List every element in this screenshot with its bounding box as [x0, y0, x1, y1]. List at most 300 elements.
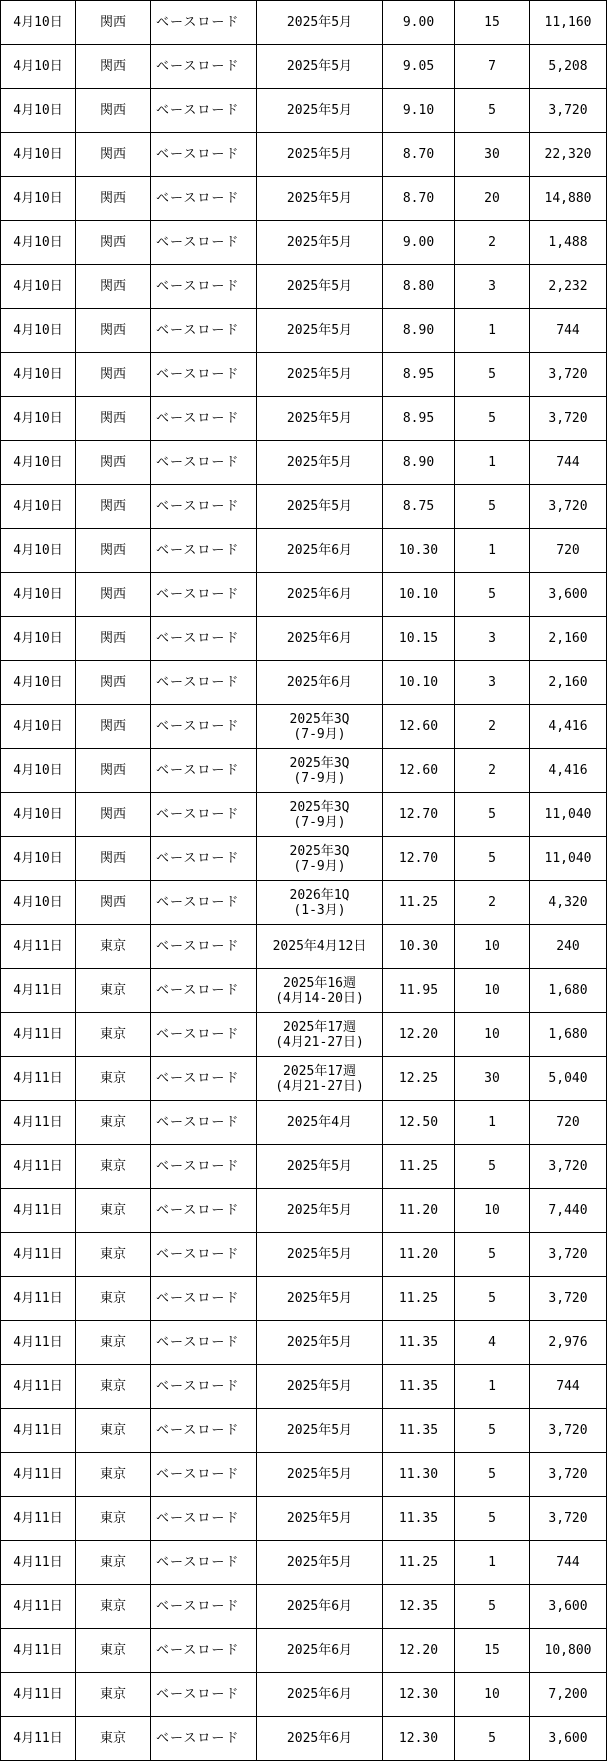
price-cell: 11.35 — [383, 1365, 455, 1409]
product-type-cell: ベースロード — [151, 925, 257, 969]
quantity-cell: 1 — [455, 1541, 530, 1585]
product-type-cell: ベースロード — [151, 1673, 257, 1717]
price-cell: 8.90 — [383, 441, 455, 485]
price-cell: 8.75 — [383, 485, 455, 529]
region-cell: 関西 — [76, 793, 151, 837]
delivery-period-cell: 2025年5月 — [257, 1541, 383, 1585]
delivery-period-cell: 2025年4月 — [257, 1101, 383, 1145]
table-row — [1, 309, 607, 353]
delivery-period-cell: 2025年6月 — [257, 573, 383, 617]
table-row — [1, 485, 607, 529]
region-cell: 東京 — [76, 1101, 151, 1145]
delivery-period-cell: 2025年5月 — [257, 221, 383, 265]
amount-cell: 3,720 — [530, 397, 607, 441]
trade-date-cell: 4月10日 — [1, 89, 76, 133]
region-cell: 東京 — [76, 1321, 151, 1365]
amount-cell: 4,320 — [530, 881, 607, 925]
product-type-cell: ベースロード — [151, 1233, 257, 1277]
price-cell: 12.20 — [383, 1629, 455, 1673]
table-row — [1, 705, 607, 749]
region-cell: 関西 — [76, 749, 151, 793]
table-row — [1, 1, 607, 45]
amount-cell: 3,720 — [530, 1233, 607, 1277]
region-cell: 東京 — [76, 1497, 151, 1541]
product-type-cell: ベースロード — [151, 89, 257, 133]
price-cell: 12.50 — [383, 1101, 455, 1145]
product-type-cell: ベースロード — [151, 749, 257, 793]
delivery-period-cell: 2025年5月 — [257, 1453, 383, 1497]
product-type-cell: ベースロード — [151, 573, 257, 617]
delivery-period-cell: 2025年5月 — [257, 177, 383, 221]
amount-cell: 7,200 — [530, 1673, 607, 1717]
delivery-period-cell: 2025年6月 — [257, 617, 383, 661]
delivery-period-cell: 2025年5月 — [257, 353, 383, 397]
quantity-cell: 10 — [455, 969, 530, 1013]
product-type-cell: ベースロード — [151, 1101, 257, 1145]
region-cell: 関西 — [76, 89, 151, 133]
price-cell: 12.30 — [383, 1717, 455, 1761]
amount-cell: 11,160 — [530, 1, 607, 45]
quantity-cell: 5 — [455, 353, 530, 397]
price-cell: 12.60 — [383, 749, 455, 793]
price-cell: 9.10 — [383, 89, 455, 133]
price-cell: 8.80 — [383, 265, 455, 309]
trade-date-cell: 4月10日 — [1, 265, 76, 309]
trade-date-cell: 4月10日 — [1, 837, 76, 881]
region-cell: 東京 — [76, 1585, 151, 1629]
table-row — [1, 1497, 607, 1541]
trade-date-cell: 4月11日 — [1, 1145, 76, 1189]
product-type-cell: ベースロード — [151, 1629, 257, 1673]
delivery-period-cell: 2025年5月 — [257, 1189, 383, 1233]
trade-date-cell: 4月11日 — [1, 1497, 76, 1541]
delivery-period-cell: 2025年5月 — [257, 1, 383, 45]
delivery-period-cell: 2026年1Q (1-3月) — [257, 881, 383, 925]
quantity-cell: 15 — [455, 1629, 530, 1673]
quantity-cell: 30 — [455, 133, 530, 177]
amount-cell: 3,720 — [530, 485, 607, 529]
product-type-cell: ベースロード — [151, 1321, 257, 1365]
amount-cell: 744 — [530, 441, 607, 485]
quantity-cell: 2 — [455, 705, 530, 749]
price-cell: 10.10 — [383, 661, 455, 705]
trade-date-cell: 4月11日 — [1, 1189, 76, 1233]
table-row — [1, 529, 607, 573]
delivery-period-cell: 2025年5月 — [257, 1497, 383, 1541]
table-row — [1, 1321, 607, 1365]
table-row — [1, 353, 607, 397]
delivery-period-cell: 2025年6月 — [257, 1717, 383, 1761]
product-type-cell: ベースロード — [151, 133, 257, 177]
region-cell: 関西 — [76, 837, 151, 881]
table-row — [1, 1541, 607, 1585]
product-type-cell: ベースロード — [151, 1541, 257, 1585]
quantity-cell: 5 — [455, 397, 530, 441]
delivery-period-cell: 2025年6月 — [257, 1585, 383, 1629]
product-type-cell: ベースロード — [151, 221, 257, 265]
trade-date-cell: 4月11日 — [1, 1717, 76, 1761]
table-row — [1, 969, 607, 1013]
price-cell: 11.20 — [383, 1189, 455, 1233]
amount-cell: 4,416 — [530, 749, 607, 793]
amount-cell: 3,600 — [530, 1585, 607, 1629]
amount-cell: 11,040 — [530, 837, 607, 881]
delivery-period-cell: 2025年6月 — [257, 529, 383, 573]
trade-date-cell: 4月10日 — [1, 661, 76, 705]
delivery-period-cell: 2025年3Q (7-9月) — [257, 749, 383, 793]
region-cell: 関西 — [76, 45, 151, 89]
trade-date-cell: 4月10日 — [1, 177, 76, 221]
region-cell: 関西 — [76, 617, 151, 661]
amount-cell: 2,232 — [530, 265, 607, 309]
trade-date-cell: 4月11日 — [1, 1057, 76, 1101]
delivery-period-cell: 2025年4月12日 — [257, 925, 383, 969]
product-type-cell: ベースロード — [151, 881, 257, 925]
region-cell: 関西 — [76, 881, 151, 925]
quantity-cell: 15 — [455, 1, 530, 45]
trade-date-cell: 4月11日 — [1, 1013, 76, 1057]
price-cell: 11.35 — [383, 1409, 455, 1453]
trade-date-cell: 4月10日 — [1, 749, 76, 793]
region-cell: 東京 — [76, 1453, 151, 1497]
amount-cell: 720 — [530, 529, 607, 573]
table-row — [1, 45, 607, 89]
table-row — [1, 1717, 607, 1761]
trade-date-cell: 4月10日 — [1, 573, 76, 617]
product-type-cell: ベースロード — [151, 705, 257, 749]
region-cell: 東京 — [76, 1277, 151, 1321]
price-cell: 10.10 — [383, 573, 455, 617]
region-cell: 関西 — [76, 177, 151, 221]
quantity-cell: 5 — [455, 1233, 530, 1277]
price-cell: 8.70 — [383, 177, 455, 221]
table-row — [1, 177, 607, 221]
quantity-cell: 5 — [455, 837, 530, 881]
price-cell: 11.35 — [383, 1497, 455, 1541]
amount-cell: 3,720 — [530, 1497, 607, 1541]
delivery-period-cell: 2025年5月 — [257, 89, 383, 133]
price-cell: 9.00 — [383, 1, 455, 45]
amount-cell: 3,600 — [530, 573, 607, 617]
region-cell: 東京 — [76, 925, 151, 969]
region-cell: 関西 — [76, 265, 151, 309]
price-cell: 8.95 — [383, 397, 455, 441]
quantity-cell: 1 — [455, 309, 530, 353]
delivery-period-cell: 2025年5月 — [257, 1365, 383, 1409]
delivery-period-cell: 2025年5月 — [257, 397, 383, 441]
product-type-cell: ベースロード — [151, 1717, 257, 1761]
price-cell: 9.05 — [383, 45, 455, 89]
quantity-cell: 10 — [455, 1189, 530, 1233]
price-cell: 11.95 — [383, 969, 455, 1013]
amount-cell: 240 — [530, 925, 607, 969]
product-type-cell: ベースロード — [151, 1585, 257, 1629]
table-row — [1, 1057, 607, 1101]
amount-cell: 3,720 — [530, 1277, 607, 1321]
delivery-period-cell: 2025年17週 (4月21-27日) — [257, 1057, 383, 1101]
amount-cell: 3,720 — [530, 89, 607, 133]
delivery-period-cell: 2025年3Q (7-9月) — [257, 837, 383, 881]
table-row — [1, 1101, 607, 1145]
quantity-cell: 1 — [455, 1101, 530, 1145]
amount-cell: 22,320 — [530, 133, 607, 177]
amount-cell: 5,040 — [530, 1057, 607, 1101]
trade-date-cell: 4月10日 — [1, 881, 76, 925]
amount-cell: 2,160 — [530, 617, 607, 661]
amount-cell: 3,720 — [530, 1453, 607, 1497]
quantity-cell: 1 — [455, 1365, 530, 1409]
quantity-cell: 5 — [455, 1453, 530, 1497]
price-cell: 11.20 — [383, 1233, 455, 1277]
table-row — [1, 1409, 607, 1453]
quantity-cell: 5 — [455, 1145, 530, 1189]
trade-date-cell: 4月11日 — [1, 925, 76, 969]
product-type-cell: ベースロード — [151, 177, 257, 221]
price-cell: 10.30 — [383, 925, 455, 969]
table-row — [1, 133, 607, 177]
amount-cell: 7,440 — [530, 1189, 607, 1233]
table-row — [1, 617, 607, 661]
amount-cell: 3,600 — [530, 1717, 607, 1761]
amount-cell: 3,720 — [530, 353, 607, 397]
amount-cell: 1,488 — [530, 221, 607, 265]
region-cell: 関西 — [76, 309, 151, 353]
price-cell: 11.30 — [383, 1453, 455, 1497]
price-cell: 11.25 — [383, 1541, 455, 1585]
table-row — [1, 1233, 607, 1277]
delivery-period-cell: 2025年5月 — [257, 1145, 383, 1189]
delivery-period-cell: 2025年5月 — [257, 1277, 383, 1321]
delivery-period-cell: 2025年5月 — [257, 1409, 383, 1453]
table-row — [1, 1629, 607, 1673]
quantity-cell: 7 — [455, 45, 530, 89]
region-cell: 関西 — [76, 1, 151, 45]
delivery-period-cell: 2025年3Q (7-9月) — [257, 793, 383, 837]
trade-date-cell: 4月11日 — [1, 1321, 76, 1365]
trade-date-cell: 4月11日 — [1, 1277, 76, 1321]
product-type-cell: ベースロード — [151, 485, 257, 529]
trade-date-cell: 4月11日 — [1, 1673, 76, 1717]
delivery-period-cell: 2025年5月 — [257, 485, 383, 529]
region-cell: 関西 — [76, 397, 151, 441]
product-type-cell: ベースロード — [151, 1145, 257, 1189]
trade-date-cell: 4月11日 — [1, 1585, 76, 1629]
quantity-cell: 5 — [455, 485, 530, 529]
price-cell: 11.25 — [383, 1145, 455, 1189]
table-row — [1, 793, 607, 837]
region-cell: 関西 — [76, 661, 151, 705]
price-cell: 12.25 — [383, 1057, 455, 1101]
delivery-period-cell: 2025年6月 — [257, 1629, 383, 1673]
quantity-cell: 5 — [455, 1497, 530, 1541]
amount-cell: 10,800 — [530, 1629, 607, 1673]
product-type-cell: ベースロード — [151, 1277, 257, 1321]
quantity-cell: 5 — [455, 1585, 530, 1629]
table-row — [1, 397, 607, 441]
quantity-cell: 5 — [455, 1277, 530, 1321]
amount-cell: 2,160 — [530, 661, 607, 705]
trade-date-cell: 4月11日 — [1, 1541, 76, 1585]
region-cell: 関西 — [76, 573, 151, 617]
price-cell: 10.30 — [383, 529, 455, 573]
region-cell: 東京 — [76, 1541, 151, 1585]
amount-cell: 2,976 — [530, 1321, 607, 1365]
amount-cell: 3,720 — [530, 1409, 607, 1453]
trade-date-cell: 4月10日 — [1, 1, 76, 45]
quantity-cell: 10 — [455, 1673, 530, 1717]
table-row — [1, 89, 607, 133]
price-cell: 11.25 — [383, 1277, 455, 1321]
trade-date-cell: 4月11日 — [1, 1365, 76, 1409]
table-row — [1, 1145, 607, 1189]
amount-cell: 744 — [530, 1541, 607, 1585]
price-cell: 12.20 — [383, 1013, 455, 1057]
trade-date-cell: 4月10日 — [1, 529, 76, 573]
amount-cell: 1,680 — [530, 1013, 607, 1057]
product-type-cell: ベースロード — [151, 1189, 257, 1233]
region-cell: 関西 — [76, 441, 151, 485]
product-type-cell: ベースロード — [151, 441, 257, 485]
table-row — [1, 1365, 607, 1409]
quantity-cell: 3 — [455, 617, 530, 661]
table-row — [1, 837, 607, 881]
trade-date-cell: 4月10日 — [1, 45, 76, 89]
region-cell: 関西 — [76, 353, 151, 397]
quantity-cell: 5 — [455, 1409, 530, 1453]
product-type-cell: ベースロード — [151, 309, 257, 353]
region-cell: 東京 — [76, 969, 151, 1013]
trade-date-cell: 4月10日 — [1, 441, 76, 485]
trade-date-cell: 4月10日 — [1, 221, 76, 265]
price-cell: 12.60 — [383, 705, 455, 749]
product-type-cell: ベースロード — [151, 1057, 257, 1101]
amount-cell: 1,680 — [530, 969, 607, 1013]
product-type-cell: ベースロード — [151, 617, 257, 661]
trade-date-cell: 4月11日 — [1, 1453, 76, 1497]
product-type-cell: ベースロード — [151, 1497, 257, 1541]
region-cell: 関西 — [76, 133, 151, 177]
quantity-cell: 10 — [455, 925, 530, 969]
product-type-cell: ベースロード — [151, 1365, 257, 1409]
quantity-cell: 1 — [455, 529, 530, 573]
quantity-cell: 20 — [455, 177, 530, 221]
quantity-cell: 2 — [455, 221, 530, 265]
delivery-period-cell: 2025年3Q (7-9月) — [257, 705, 383, 749]
table-row — [1, 661, 607, 705]
price-cell: 12.30 — [383, 1673, 455, 1717]
product-type-cell: ベースロード — [151, 529, 257, 573]
table-row — [1, 265, 607, 309]
product-type-cell: ベースロード — [151, 397, 257, 441]
region-cell: 関西 — [76, 705, 151, 749]
table-row — [1, 573, 607, 617]
table-row — [1, 1453, 607, 1497]
trade-date-cell: 4月11日 — [1, 969, 76, 1013]
quantity-cell: 5 — [455, 89, 530, 133]
quantity-cell: 2 — [455, 749, 530, 793]
price-cell: 12.70 — [383, 837, 455, 881]
price-cell: 9.00 — [383, 221, 455, 265]
quantity-cell: 1 — [455, 441, 530, 485]
product-type-cell: ベースロード — [151, 265, 257, 309]
product-type-cell: ベースロード — [151, 1013, 257, 1057]
delivery-period-cell: 2025年5月 — [257, 133, 383, 177]
trade-date-cell: 4月10日 — [1, 133, 76, 177]
amount-cell: 720 — [530, 1101, 607, 1145]
amount-cell: 14,880 — [530, 177, 607, 221]
product-type-cell: ベースロード — [151, 1409, 257, 1453]
trade-date-cell: 4月10日 — [1, 617, 76, 661]
trade-date-cell: 4月11日 — [1, 1629, 76, 1673]
region-cell: 関西 — [76, 529, 151, 573]
quantity-cell: 3 — [455, 265, 530, 309]
quantity-cell: 10 — [455, 1013, 530, 1057]
trade-date-cell: 4月10日 — [1, 485, 76, 529]
price-cell: 8.70 — [383, 133, 455, 177]
trade-date-cell: 4月10日 — [1, 793, 76, 837]
delivery-period-cell: 2025年6月 — [257, 661, 383, 705]
price-cell: 12.70 — [383, 793, 455, 837]
product-type-cell: ベースロード — [151, 793, 257, 837]
product-type-cell: ベースロード — [151, 45, 257, 89]
price-cell: 8.90 — [383, 309, 455, 353]
price-cell: 11.25 — [383, 881, 455, 925]
delivery-period-cell: 2025年5月 — [257, 441, 383, 485]
region-cell: 関西 — [76, 221, 151, 265]
trade-date-cell: 4月10日 — [1, 353, 76, 397]
region-cell: 東京 — [76, 1673, 151, 1717]
quantity-cell: 2 — [455, 881, 530, 925]
delivery-period-cell: 2025年5月 — [257, 265, 383, 309]
region-cell: 東京 — [76, 1717, 151, 1761]
table-row — [1, 749, 607, 793]
delivery-period-cell: 2025年5月 — [257, 1233, 383, 1277]
region-cell: 東京 — [76, 1409, 151, 1453]
trade-date-cell: 4月10日 — [1, 309, 76, 353]
price-cell: 11.35 — [383, 1321, 455, 1365]
delivery-period-cell: 2025年16週 (4月14-20日) — [257, 969, 383, 1013]
region-cell: 東京 — [76, 1057, 151, 1101]
region-cell: 東京 — [76, 1233, 151, 1277]
product-type-cell: ベースロード — [151, 1453, 257, 1497]
price-cell: 8.95 — [383, 353, 455, 397]
product-type-cell: ベースロード — [151, 353, 257, 397]
trade-date-cell: 4月10日 — [1, 705, 76, 749]
region-cell: 関西 — [76, 485, 151, 529]
product-type-cell: ベースロード — [151, 1, 257, 45]
trade-table-body — [1, 1, 607, 1761]
region-cell: 東京 — [76, 1365, 151, 1409]
price-cell: 12.35 — [383, 1585, 455, 1629]
region-cell: 東京 — [76, 1629, 151, 1673]
table-row — [1, 1277, 607, 1321]
product-type-cell: ベースロード — [151, 661, 257, 705]
table-row — [1, 925, 607, 969]
product-type-cell: ベースロード — [151, 969, 257, 1013]
table-row — [1, 1673, 607, 1717]
table-row — [1, 221, 607, 265]
table-row — [1, 1189, 607, 1233]
region-cell: 東京 — [76, 1189, 151, 1233]
amount-cell: 11,040 — [530, 793, 607, 837]
table-row — [1, 1013, 607, 1057]
trade-date-cell: 4月11日 — [1, 1233, 76, 1277]
amount-cell: 744 — [530, 309, 607, 353]
table-row — [1, 1585, 607, 1629]
price-cell: 10.15 — [383, 617, 455, 661]
amount-cell: 744 — [530, 1365, 607, 1409]
quantity-cell: 3 — [455, 661, 530, 705]
